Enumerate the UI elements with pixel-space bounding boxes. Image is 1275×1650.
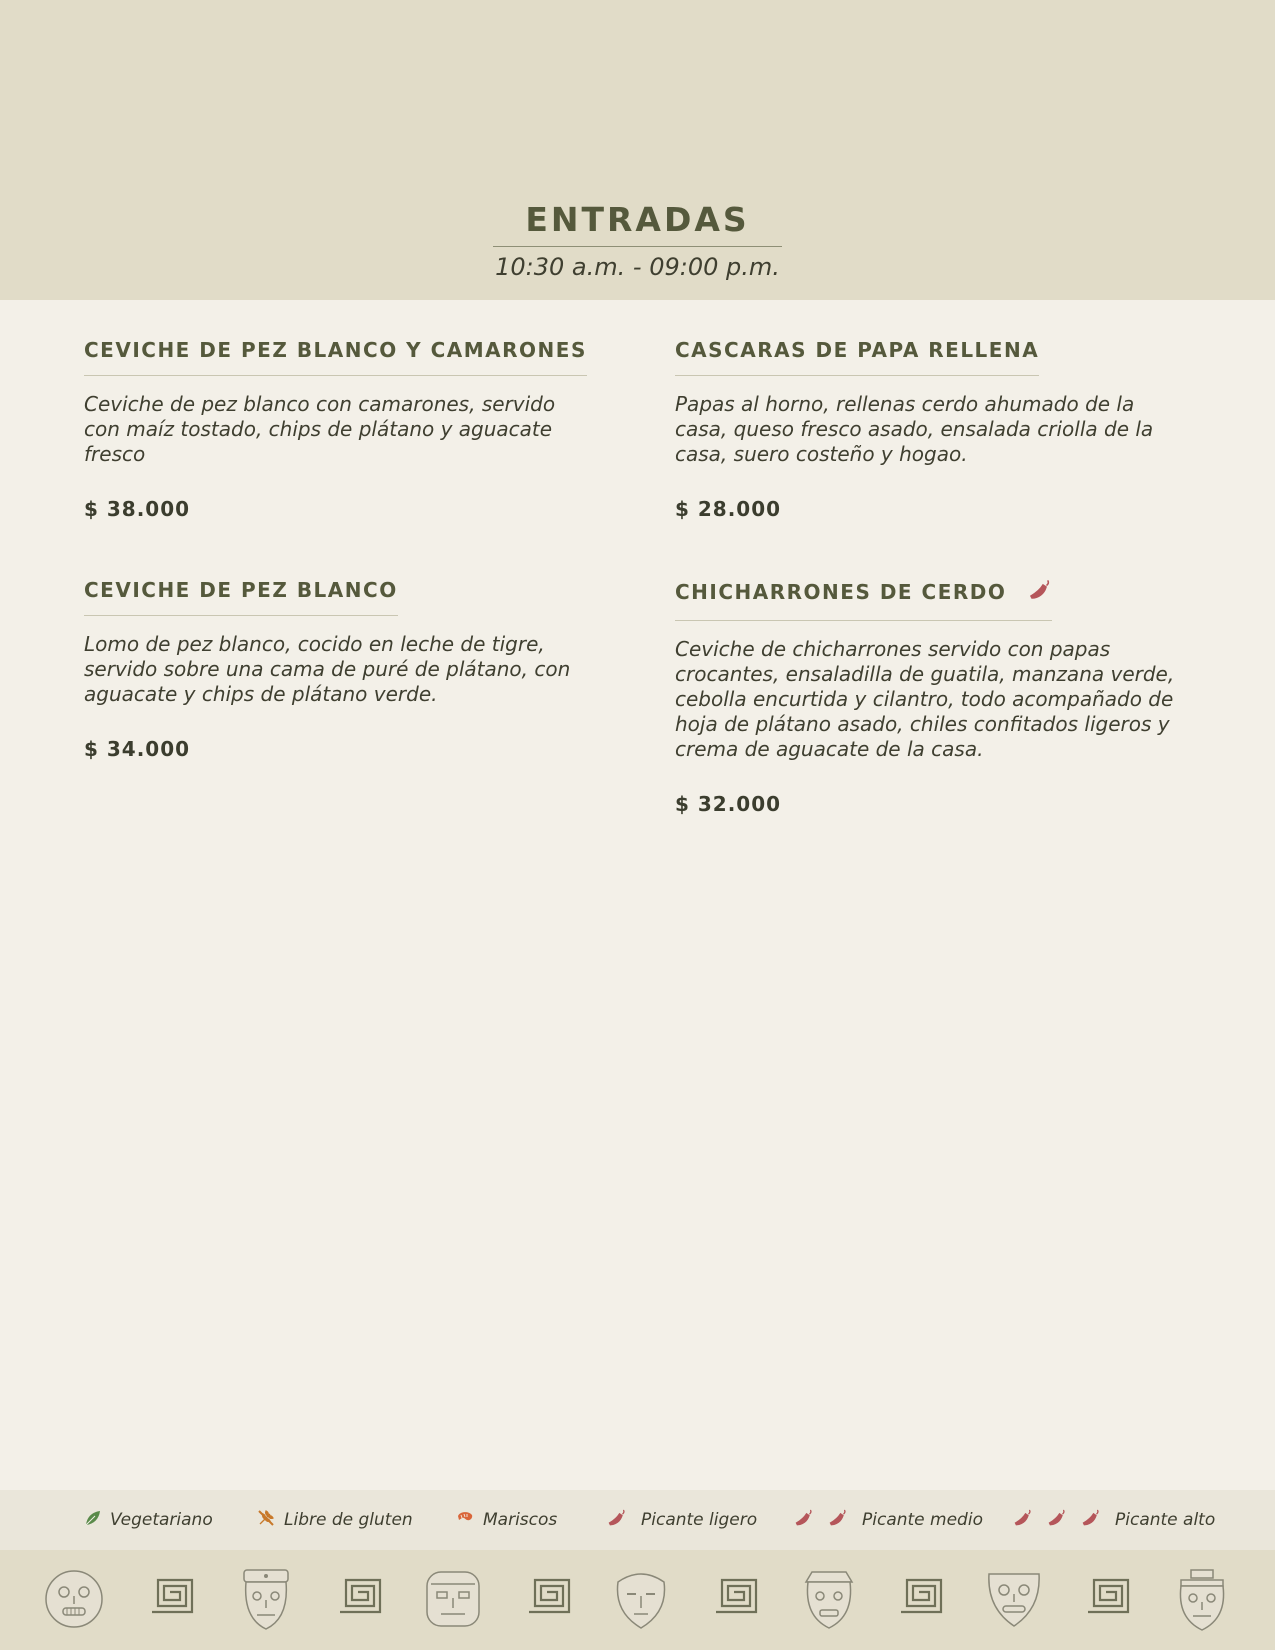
legend-item-mild-spicy — [607, 1508, 757, 1532]
item-description: Lomo de pez blanco, cocido en leche de tigre, servido sobre una cama de puré de plátano, con aguacate y chips de plátano verde. — [84, 632, 571, 706]
item-name: CEVICHE DE PEZ BLANCO — [84, 578, 398, 616]
item-description: Ceviche de chicharrones servido con papas crocantes, ensaladilla de guatila, manzana verde, cebolla encurtida y cilantro, todo acompañado de hoja de plátano asado, chiles confitados ligeros y crema de aguacate de la casa. — [675, 637, 1175, 761]
dietary-legend — [0, 1490, 1275, 1550]
item-price: $ 32.000 — [675, 792, 782, 816]
section-title: ENTRADAS — [525, 200, 750, 239]
pre-columbian-mask-icon — [43, 1568, 105, 1634]
legend-label: Picante ligero — [641, 1510, 758, 1530]
spiral-fret-icon — [338, 1578, 382, 1618]
item-description: Papas al horno, rellenas cerdo ahumado de la casa, queso fresco asado, ensalada criolla de la casa, suero costeño y hogao. — [675, 392, 1154, 466]
item-description: Ceviche de pez blanco con camarones, servido con maíz tostado, chips de plátano y aguacate fresco — [84, 392, 556, 466]
menu-item — [84, 338, 587, 521]
legend-label: Picante medio — [862, 1510, 983, 1530]
pre-columbian-mask-icon — [612, 1568, 670, 1634]
chili-pepper-icon — [1013, 1508, 1041, 1533]
spiral-fret-icon — [714, 1578, 758, 1618]
item-name: CEVICHE DE PEZ BLANCO Y CAMARONES — [84, 338, 587, 376]
menu-item — [84, 578, 574, 761]
item-price: $ 28.000 — [675, 497, 782, 521]
pre-columbian-mask-icon — [1173, 1568, 1231, 1636]
menu-header — [0, 0, 1275, 300]
legend-item-hot-spicy — [1013, 1508, 1215, 1532]
menu-item — [675, 338, 1175, 521]
item-name-row — [675, 578, 1052, 621]
chili-pepper-icon — [828, 1508, 856, 1533]
chili-pepper-icon — [1028, 578, 1052, 607]
legend-label: Mariscos — [483, 1510, 558, 1530]
no-wheat-icon — [256, 1508, 284, 1533]
legend-item-medium-spicy — [794, 1508, 983, 1532]
legend-item-vegetarian — [84, 1508, 213, 1532]
service-hours: 10:30 a.m. - 09:00 p.m. — [495, 253, 780, 281]
pre-columbian-mask-icon — [800, 1568, 858, 1634]
item-price: $ 34.000 — [84, 737, 191, 761]
title-divider — [493, 246, 782, 247]
spiral-fret-icon — [150, 1578, 194, 1618]
item-name: CASCARAS DE PAPA RELLENA — [675, 338, 1039, 376]
spiral-fret-icon — [899, 1578, 943, 1618]
chili-pepper-icon — [794, 1508, 822, 1533]
item-name: CHICHARRONES DE CERDO — [675, 580, 1007, 604]
leaf-icon — [84, 1509, 110, 1532]
chili-pepper-icon — [1081, 1508, 1109, 1533]
spiral-fret-icon — [527, 1578, 571, 1618]
spiral-fret-icon — [1086, 1578, 1130, 1618]
pre-columbian-mask-icon — [237, 1568, 295, 1636]
legend-item-gluten-free — [256, 1508, 413, 1532]
legend-label: Picante alto — [1115, 1510, 1216, 1530]
menu-item — [675, 578, 1175, 816]
legend-label: Vegetariano — [110, 1510, 213, 1530]
legend-label: Libre de gluten — [284, 1510, 413, 1530]
decorative-footer — [0, 1550, 1275, 1650]
chili-pepper-icon — [1047, 1508, 1075, 1533]
chili-pepper-icon — [607, 1508, 635, 1533]
pre-columbian-mask-icon — [985, 1568, 1043, 1634]
pre-columbian-mask-icon — [423, 1568, 483, 1634]
item-price: $ 38.000 — [84, 497, 191, 521]
legend-item-seafood — [455, 1508, 557, 1532]
shrimp-icon — [455, 1508, 483, 1533]
